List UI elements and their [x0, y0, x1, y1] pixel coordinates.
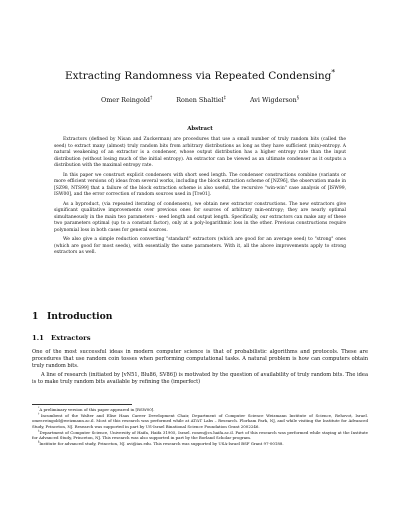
subsection-number: 1.1 [32, 334, 44, 342]
author-name: Ronen Shaltiel [176, 96, 224, 104]
author-footnote-mark: § [296, 95, 299, 101]
abstract-heading: Abstract [187, 126, 213, 132]
footnote [32, 430, 368, 441]
footnote-rule [32, 404, 132, 405]
body-paragraph: A line of research (initiated by [vN51, Blu86, SV86]) is motivated by the question of availability of truly random bits. The idea is to make truly random bits available by refining the (imperfect) [32, 372, 368, 386]
body-text [32, 349, 368, 388]
section-number: 1 [32, 311, 39, 322]
footnote [32, 413, 368, 429]
author-footnote-mark: ‡ [223, 95, 226, 101]
abstract-paragraph: We also give a simple reduction converting "standard" extractors (which are good for an average seed) to "strong" ones (which are good for most seeds), with essentially the same parameters. With it, all the above improvements apply to strong extractors as well. [54, 237, 346, 256]
footnote-mark: * [38, 405, 40, 410]
abstract-paragraph: In this paper we construct explicit condensers with short seed length. The condenser constructions combine (variants or more efficient versions of) ideas from several works, including the block extraction scheme of [NZ96], the observation made in [SZ98, NTS99] that a failure of the block extraction scheme is also useful, the recursive "win-win" case analysis of [ISW99, ISW00], and the error correction of random sources used in [Tre01]. [54, 172, 346, 198]
author-footnote-mark: † [149, 95, 153, 101]
footnote-mark: § [38, 439, 40, 444]
author-name: Avi Wigderson [249, 96, 297, 104]
footnote-text: A preliminary version of this paper appeared in [RSW00]. [39, 407, 155, 412]
abstract-paragraph: As a byproduct, (via repeated iterating of condensers), we obtain new extractor constructions. The new extractors give significant qualitative improvements over previous ones for sources of arbitrary min-entropy; they are nearly optimal simultaneously in the main two parameters - seed length and output length. Specifically, our extractors can make any of these two parameters optimal (up to a constant factor), only at a poly-logarithmic loss in the other. Previous constructions require polynomial loss in both cases for general sources. [54, 201, 346, 233]
footnote-mark: † [38, 411, 41, 416]
footnote-text: Incumbent of the Walter and Elise Haas Career Development Chair, Department of Computer Science Weizmann Institute of Science, Rehovot, Israel. omer.reingold@weizmann.ac.il. Most of this research was performed while at AT&T Labs – Research. Florham Park, NJ, and while visiting the Institute for Advanced Study, Princeton, NJ. Research was supported in part by US-Israel Binational Science Foundation Grant 2002246. [32, 413, 369, 429]
footnote-mark: ‡ [38, 428, 40, 433]
author-list [40, 96, 360, 104]
paper-title [40, 67, 360, 82]
footnote [32, 441, 368, 446]
author [101, 96, 152, 104]
subsection-heading [32, 334, 368, 342]
section-heading [32, 311, 368, 322]
abstract [54, 137, 346, 259]
footnotes [32, 407, 368, 447]
footnote-text: Institute for advanced study, Princeton, NJ. avi@ias.edu. This research was supported by USA-Israel BSF Grant 97-00188. [39, 441, 284, 447]
footnote-text: Department of Computer Science, University of Haifa, Haifa 31905, Israel. ronen@cs.haifa.ac.il. Part of this research was performed while staying at the Institute for Advanced Study, Princeton, NJ. This research was also supported in part by the Borland Scholar program. [32, 429, 368, 441]
footnote [32, 407, 368, 412]
title-footnote-mark: * [331, 67, 336, 77]
body-paragraph: One of the most successful ideas in modern computer science is that of probabilistic algorithms and protocols. These are procedures that use random coin tosses when performing computational tasks. A natural problem is how can computers obtain truly random bits. [32, 349, 368, 370]
author [250, 96, 299, 104]
title-text: Extracting Randomness via Repeated Condensing [64, 70, 332, 82]
section-title: Introduction [47, 311, 113, 322]
author-name: Omer Reingold [100, 96, 150, 104]
author [176, 96, 226, 104]
subsection-title: Extractors [51, 334, 91, 342]
abstract-paragraph: Extractors (defined by Nisan and Zuckerman) are procedures that use a small number of truly random bits (called the seed) to extract many (almost) truly random bits from arbitrary distributions as long as they have sufficient (min)-entropy. A natural weakening of an extractor is a condenser, whose output distribution has a higher entropy rate than the input distribution (without losing much of the initial entropy). An extractor can be viewed as an ultimate condenser as it outputs a distribution with the maximal entropy rate. [54, 137, 346, 169]
